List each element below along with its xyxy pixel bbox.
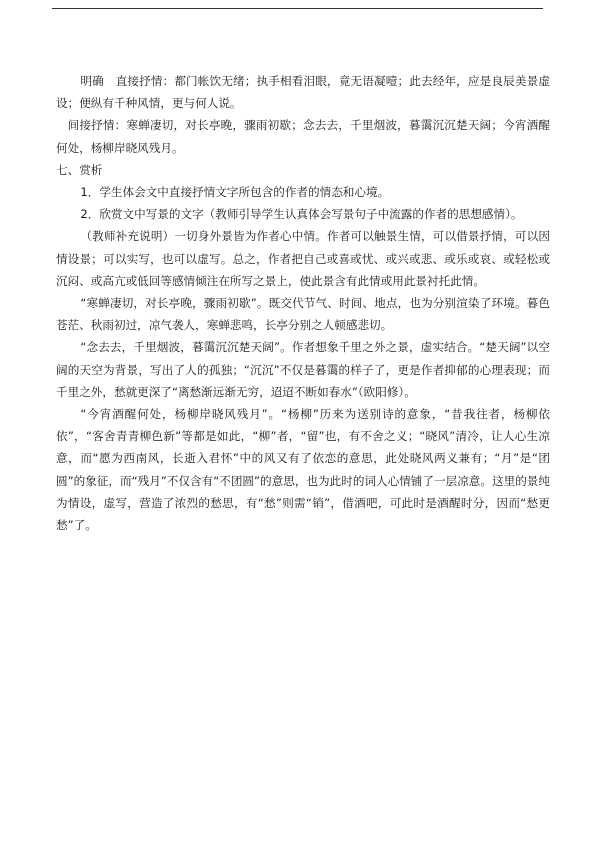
paragraph-explicit-lyric: 明确 直接抒情：都门帐饮无绪；执手相看泪眼，竟无语凝噎；此去经年，应是良辰美景虚设；便纵有千种风情，更与何人说。: [56, 74, 550, 111]
list-item-2: 2．欣赏文中写景的文字（教师引导学生认真体会写景句子中流露的作者的思想感情）。: [80, 207, 523, 222]
list-item-1: 1．学生体会文中直接抒情文字所包含的作者的情态和心境。: [80, 185, 390, 200]
header-rule: [52, 8, 543, 9]
paragraph-analysis-mist: “念去去，千里烟波，暮霭沉沉楚天阔”。作者想象千里之外之景，虚实结合。“楚天阔”以空阔的天空为背景，写出了人的孤独；“沉沉”不仅是暮霭的样子了，更是作者抑郁的心理表现；而千里之外，愁就更深了“离愁渐远渐无穷，迢迢不断如春水”（欧阳修）。: [56, 340, 550, 399]
paragraph-implicit-lyric: 间接抒情：寒蝉凄切，对长亭晚，骤雨初歇；念去去，千里烟波，暮霭沉沉楚天阔；今宵酒醒何处，杨柳岸晓风残月。: [56, 118, 550, 155]
section-heading-appreciation: 七、赏析: [56, 162, 103, 177]
document-body: [56, 70, 550, 536]
paragraph-analysis-cicada: “寒蝉凄切，对长亭晚，骤雨初歇”。既交代节气、时间、地点，也为分别渲染了环境。暮色苍茫、秋雨初过，凉气袭人，寒蝉悲鸣，长亭分别之人顿感悲切。: [56, 296, 550, 333]
paragraph-teacher-note: （教师补充说明）一切身外景皆为作者心中情。作者可以触景生情，可以借景抒情，可以因情设景；可以实写，也可以虚写。总之，作者把自己或喜或忧、或兴或悲、或乐或哀、或轻松或沉闷、或高亢或低回等感情倾注在所写之景上，使此景含有此情或用此景衬托此情。: [56, 229, 550, 288]
paragraph-analysis-willow: “今宵酒醒何处，杨柳岸晓风残月”。“杨柳”历来为送别诗的意象，“昔我往者，杨柳依依”，“客舍青青柳色新”等都是如此，“柳”者，“留”也，有不舍之义；“晓风”清冷，让人心生凉意，而“愿为西南风，长逝入君怀”中的风又有了依恋的意思，此处晓风两义兼有；“月”是“团圆”的象征，而“残月”不仅含有“不团圆”的意思，也为此时的词人心情铺了一层凉意。这里的景纯为情设，虚写，营造了浓烈的愁思，有“愁”则需“销”，借酒吧，可此时是酒醒时分，因而“愁更愁”了。: [56, 407, 550, 533]
